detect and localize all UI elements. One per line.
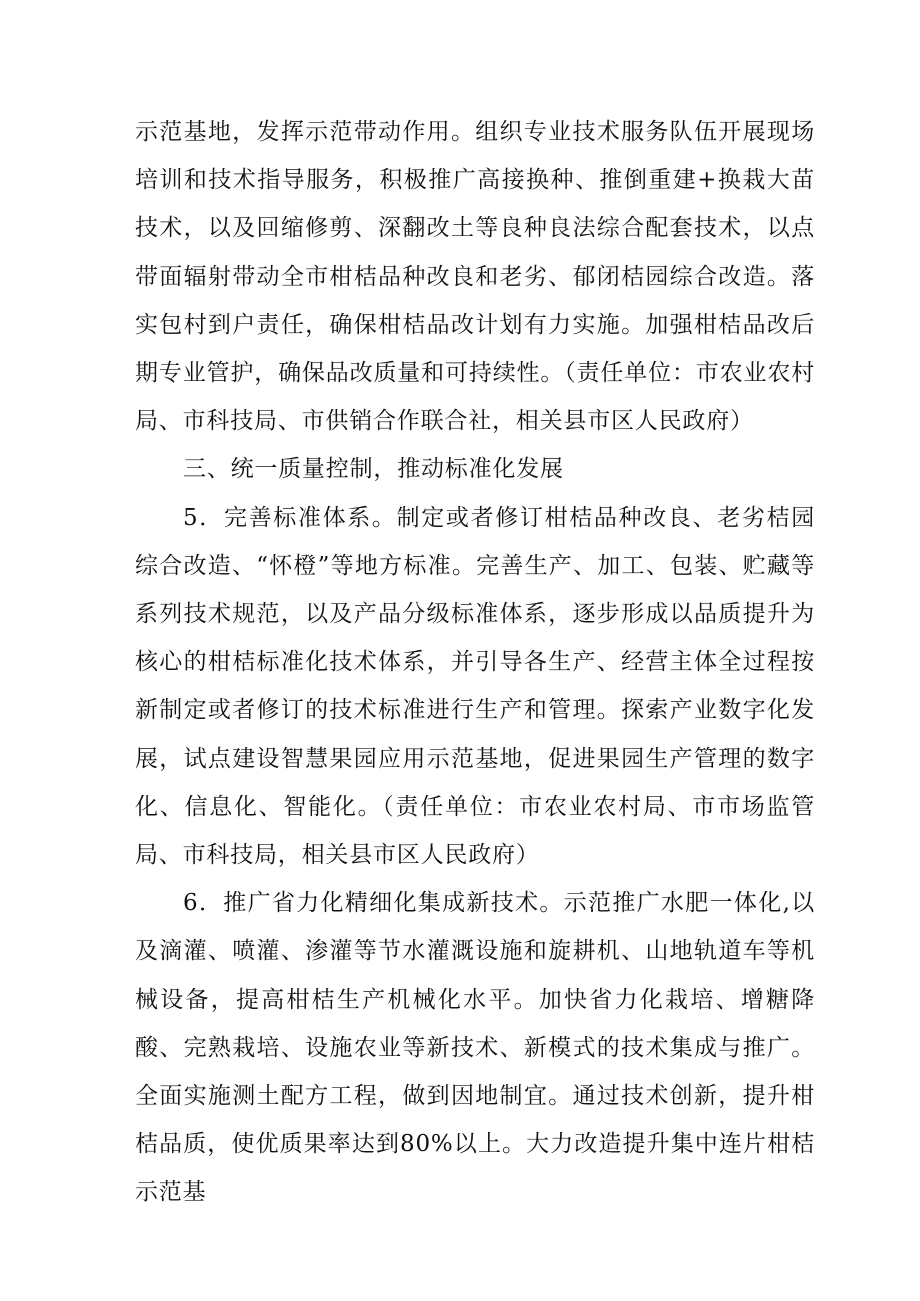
section-heading-quality-control: 三、统一质量控制，推动标准化发展 <box>183 456 564 483</box>
paragraph-labor-saving-technology: 6．推广省力化精细化集成新技术。示范推广水肥一体化,以及滴灌、喷灌、渗灌等节水灌溉设施和旋耕机、山地轨道车等机械设备，提高柑桔生产机械化水平。加快省力化栽培、增糖降酸、完熟栽培、设施农业等新技术、新模式的技术集成与推广。全面实施测土配方工程，做到因地制宜。通过技术创新，提升柑桔品质，使优质果率达到80%以上。大力改造提升集中连片柑桔示范基 <box>135 890 815 1206</box>
paragraph-demonstration-bases: 示范基地，发挥示范带动作用。组织专业技术服务队伍开展现场培训和技术指导服务，积极推广高接换种、推倒重建+换栽大苗技术，以及回缩修剪、深翻改土等良种良法综合配套技术，以点带面辐射带动全市柑桔品种改良和老劣、郁闭桔园综合改造。落实包村到户责任，确保柑桔品改计划有力实施。加强柑桔品改后期专业管护，确保品改质量和可持续性。（责任单位：市农业农村局、市科技局、市供销合作联合社，相关县市区人民政府） <box>135 119 815 435</box>
document-body <box>135 108 815 1217</box>
paragraph-standards-system: 5．完善标准体系。制定或者修订柑桔品种改良、老劣桔园综合改造、“怀橙”等地方标准。完善生产、加工、包装、贮藏等系列技术规范，以及产品分级标准体系，逐步形成以品质提升为核心的柑桔标准化技术体系，并引导各生产、经营主体全过程按新制定或者修订的技术标准进行生产和管理。探索产业数字化发展，试点建设智慧果园应用示范基地，促进果园生产管理的数字化、信息化、智能化。（责任单位：市农业农村局、市市场监管局、市科技局，相关县市区人民政府） <box>135 504 815 869</box>
